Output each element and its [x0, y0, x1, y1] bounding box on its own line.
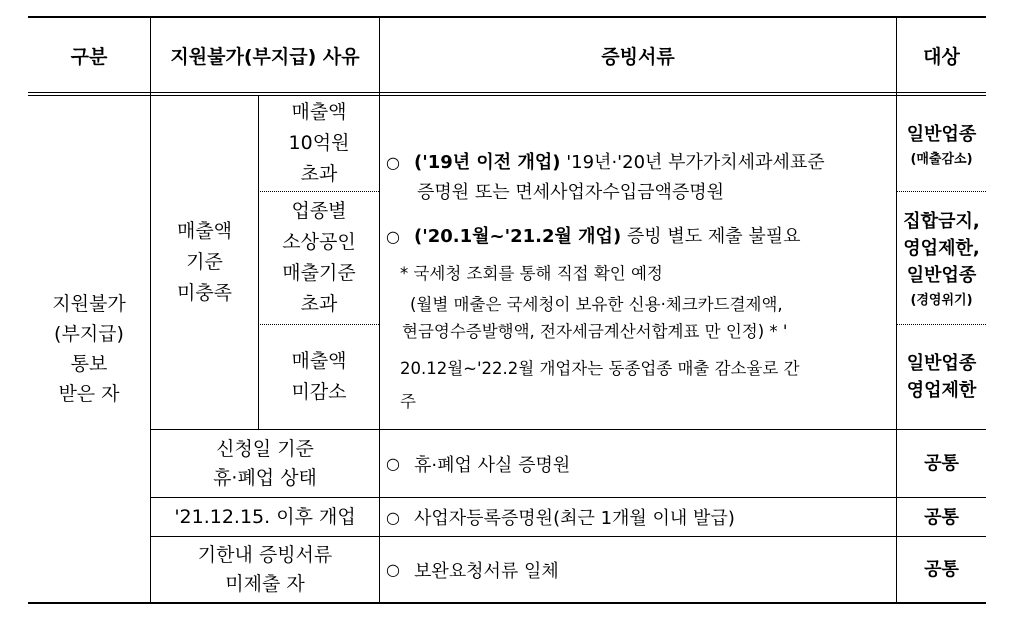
sub-reason-line: 매출기준 — [282, 262, 356, 284]
reason-line: 휴·폐업 상태 — [213, 466, 317, 489]
main-category-line: 지원불가 — [52, 293, 126, 315]
target-sublabel: (매출감소) — [910, 151, 973, 167]
target-label: 일반업종 — [906, 353, 977, 374]
bullet-circle-icon: ○ — [386, 153, 400, 172]
note-line-3: 현금영수증발행액, 전자세금계산서합계표 만 인정) * ' — [402, 322, 788, 341]
bullet-circle-icon: ○ — [386, 507, 400, 527]
sales-criteria-cell — [151, 96, 258, 429]
main-category-cell — [28, 96, 150, 602]
sub-reason-cell-2 — [259, 192, 379, 324]
table-row-target: 공통 — [924, 453, 959, 474]
documents-cell — [380, 96, 896, 429]
reason-line: 신청일 기준 — [216, 437, 314, 460]
sales-criteria-line: 기준 — [186, 251, 223, 273]
sub-reason-line: 초과 — [300, 293, 338, 315]
reason-line: 미제출 자 — [225, 572, 305, 595]
sub-reason-line: 10억원 — [288, 132, 350, 154]
sales-criteria-line: 미충족 — [176, 282, 233, 304]
sub-reason-line: 초과 — [300, 163, 338, 185]
table-row-document — [386, 430, 896, 497]
document-item-2-period: ('20.1월~'21.2월 개업) — [413, 226, 622, 247]
target-sublabel: (경영위기) — [910, 293, 973, 308]
document-item-2 — [386, 222, 801, 248]
main-category-line: 통보 — [70, 353, 108, 375]
note-line-1: * 국세청 조회를 통해 직접 확인 예정 — [400, 264, 663, 283]
document-text: 보완요청서류 일체 — [413, 560, 559, 582]
table-row-reason — [151, 537, 379, 602]
document-item-2-text: 증빙 별도 제출 불필요 — [626, 226, 801, 247]
table-row-target: 공통 — [924, 506, 959, 528]
document-item-1-text: '19년·'20년 부가가치세과세표준 — [566, 152, 825, 173]
table-row-document — [386, 498, 896, 536]
sub-reason-line: 업종별 — [291, 200, 347, 222]
sub-reason-cell-1 — [259, 96, 379, 191]
header-category: 구분 — [70, 45, 108, 68]
document-item-1-line2: 증명원 또는 면세사업자수입금액증명원 — [417, 182, 725, 203]
sub-reason-line: 매출액 — [291, 350, 347, 372]
sub-reason-cell-3 — [259, 325, 379, 429]
target-label: 영업제한 — [906, 380, 977, 401]
target-label: 집합금지, — [903, 211, 980, 232]
target-label: 일반업종 — [906, 123, 977, 145]
document-text: 사업자등록증명원(최근 1개월 이내 발급) — [413, 508, 735, 529]
main-category-line: 받은 자 — [58, 383, 120, 405]
document-text: 휴·폐업 사실 증명원 — [413, 454, 571, 476]
target-cell-2 — [897, 192, 986, 324]
table-bottom-border — [28, 602, 986, 604]
header-reason: 지원불가(부지급) 사유 — [170, 45, 360, 68]
target-label: 영업제한, — [903, 238, 980, 259]
table-row-target: 공통 — [924, 559, 959, 580]
document-item-1-period: ('19년 이전 개업) — [413, 152, 561, 173]
sub-reason-line: 매출액 — [291, 101, 347, 123]
target-cell-3 — [897, 325, 986, 429]
bullet-circle-icon: ○ — [386, 227, 400, 246]
bullet-circle-icon: ○ — [386, 560, 400, 579]
target-cell-1 — [897, 96, 986, 191]
bullet-circle-icon: ○ — [386, 454, 400, 473]
table-row-document — [386, 537, 896, 602]
target-label: 일반업종 — [906, 265, 977, 286]
header-bottom-border — [28, 92, 986, 93]
main-category-line: (부지급) — [54, 323, 124, 345]
header-documents: 증빙서류 — [601, 45, 675, 68]
table-row-reason — [151, 498, 379, 536]
document-item-1 — [386, 148, 825, 174]
note-line-2: (월별 매출은 국세청이 보유한 신용·체크카드결제액, — [410, 295, 783, 314]
sub-reason-line: 소상공인 — [282, 231, 356, 253]
note-line-4: 20.12월~'22.2월 개업자는 동종업종 매출 감소율로 간 — [400, 359, 800, 378]
reason-line: 기한내 증빙서류 — [197, 543, 333, 566]
sub-reason-line: 미감소 — [291, 381, 347, 403]
note-line-5: 주 — [400, 392, 416, 411]
header-target: 대상 — [923, 45, 960, 68]
sales-criteria-line: 매출액 — [176, 220, 233, 242]
table-row-reason — [151, 430, 379, 497]
reason-line: '21.12.15. 이후 개업 — [174, 505, 356, 528]
